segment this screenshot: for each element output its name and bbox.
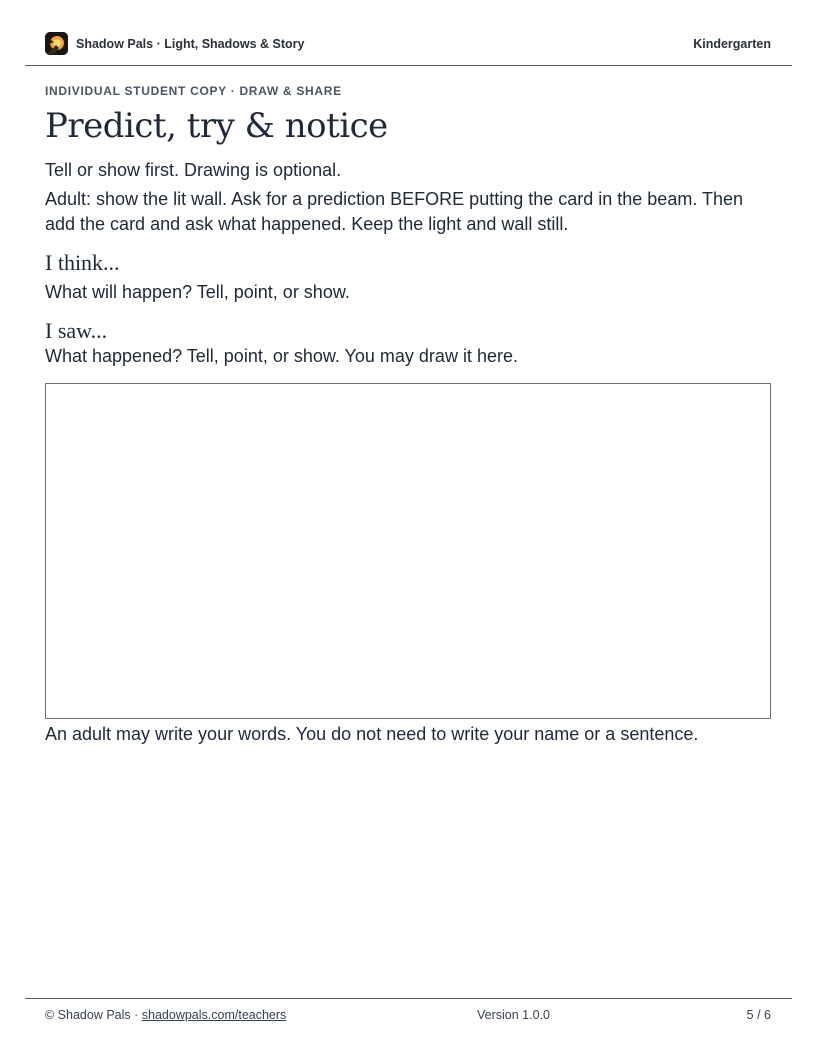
- page-number: 5 / 6: [746, 1008, 771, 1022]
- page-footer: [25, 998, 792, 1029]
- worksheet-content: [45, 84, 772, 369]
- adult-scribe-note: An adult may write your words. You do not need to write your name or a sentence.: [45, 724, 699, 744]
- copyright-text: © Shadow Pals ·: [45, 1008, 142, 1022]
- footer-copyright: [45, 1008, 286, 1022]
- version-label: Version 1.0.0: [477, 1008, 550, 1022]
- think-heading: I think...: [45, 250, 120, 275]
- worksheet-kicker: INDIVIDUAL STUDENT COPY · DRAW & SHARE: [45, 84, 342, 98]
- think-prompt: What will happen? Tell, point, or show.: [45, 282, 350, 302]
- teachers-link[interactable]: shadowpals.com/teachers: [141, 1008, 287, 1022]
- grade-label: Kindergarten: [693, 37, 771, 51]
- adult-instructions: Adult: show the lit wall. Ask for a prediction BEFORE putting the card in the beam. Then add the card and ask what happened. Keep the light and wall still.: [45, 189, 744, 234]
- page-title: Predict, try & notice: [45, 106, 388, 146]
- brand-title: Shadow Pals · Light, Shadows & Story: [76, 37, 305, 51]
- page-header: [25, 29, 792, 66]
- saw-heading: I saw...: [45, 318, 108, 343]
- saw-prompt: What happened? Tell, point, or show. You may draw it here.: [45, 346, 518, 366]
- drawing-area[interactable]: [45, 383, 771, 719]
- shadow-pals-logo-icon: [45, 32, 68, 55]
- intro-text: Tell or show first. Drawing is optional.: [45, 160, 342, 180]
